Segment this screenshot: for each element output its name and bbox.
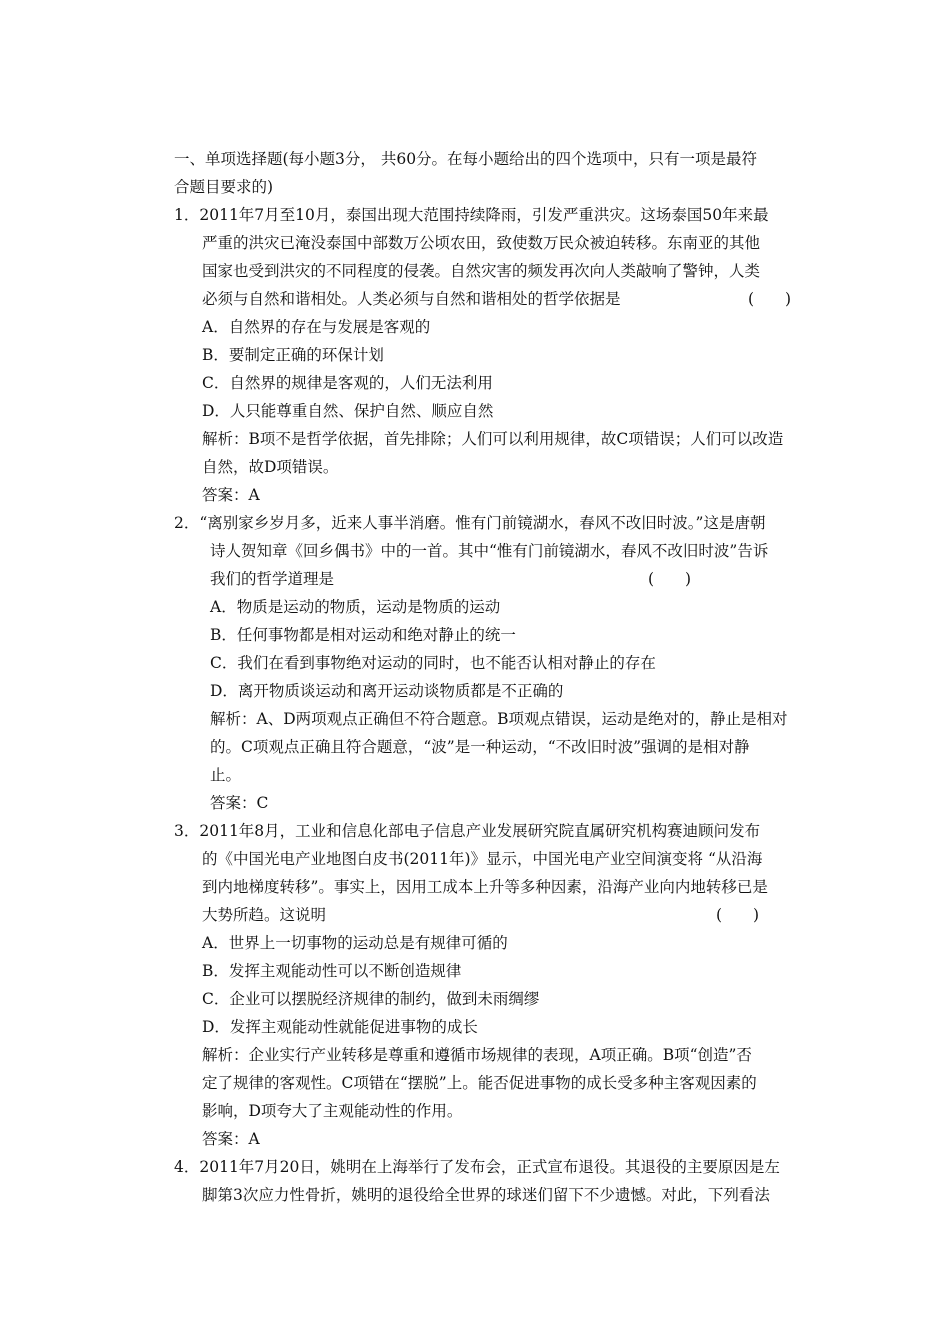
question-1-option-c: C．自然界的规律是客观的，人们无法利用	[202, 374, 493, 392]
question-2-option-d: D．离开物质谈运动和离开运动谈物质都是不正确的	[210, 682, 564, 700]
section-header-line-2: 合题目要求的)	[174, 178, 274, 196]
question-3-analysis-line: 定了规律的客观性。C项错在“摆脱”上。能否促进事物的成长受多种主客观因素的	[202, 1074, 757, 1092]
question-1-stem-line: 严重的洪灾已淹没泰国中部数万公顷农田，致使数万民众被迫转移。东南亚的其他	[202, 234, 761, 252]
question-2-stem-line: 我们的哲学道理是	[210, 570, 335, 588]
question-3-option-b: B．发挥主观能动性可以不断创造规律	[202, 962, 462, 980]
question-3-stem-line: 3．2011年8月，工业和信息化部电子信息产业发展研究院直属研究机构赛迪顾问发布	[174, 822, 761, 840]
question-2-analysis-line: 解析：A、D两项观点正确但不符合题意。B项观点错误，运动是绝对的，静止是相对	[210, 710, 788, 728]
question-3-answer-paren: ( )	[716, 906, 760, 924]
question-3-stem-line: 大势所趋。这说明	[202, 906, 327, 924]
question-1-option-d: D．人只能尊重自然、保护自然、顺应自然	[202, 402, 494, 420]
question-3-answer: 答案：A	[202, 1130, 260, 1148]
question-3-analysis-line: 解析：企业实行产业转移是尊重和遵循市场规律的表现，A项正确。B项“创造”否	[202, 1046, 752, 1064]
question-3-stem-line: 到内地梯度转移”。事实上，因用工成本上升等多种因素，沿海产业向内地转移已是	[202, 878, 768, 896]
question-1-stem-line: 国家也受到洪灾的不同程度的侵袭。自然灾害的频发再次向人类敲响了警钟，人类	[202, 262, 761, 280]
question-2-option-c: C．我们在看到事物绝对运动的同时，也不能否认相对静止的存在	[210, 654, 656, 672]
question-1-stem-line: 必须与自然和谐相处。人类必须与自然和谐相处的哲学依据是	[202, 290, 621, 308]
question-1-stem-line: 1．2011年7月至10月，泰国出现大范围持续降雨，引发严重洪灾。这场泰国50年来最	[174, 206, 769, 224]
question-4-stem-line: 脚第3次应力性骨折，姚明的退役给全世界的球迷们留下不少遗憾。对此，下列看法	[202, 1186, 770, 1204]
question-1-analysis-line: 自然，故D项错误。	[202, 458, 339, 476]
question-2-stem-line: 诗人贺知章《回乡偶书》中的一首。其中“惟有门前镜湖水，春风不改旧时波”告诉	[210, 542, 769, 560]
question-3-analysis-line: 影响，D项夸大了主观能动性的作用。	[202, 1102, 463, 1120]
question-1-option-a: A．自然界的存在与发展是客观的	[202, 318, 431, 336]
question-4-stem-line: 4．2011年7月20日，姚明在上海举行了发布会，正式宣布退役。其退役的主要原因是左	[174, 1158, 780, 1176]
question-2-option-b: B．任何事物都是相对运动和绝对静止的统一	[210, 626, 516, 644]
question-2-stem-line: 2．“离别家乡岁月多，近来人事半消磨。惟有门前镜湖水，春风不改旧时波。”这是唐朝	[174, 514, 766, 532]
section-header-line-1: 一、单项选择题(每小题3分， 共60分。在每小题给出的四个选项中，只有一项是最符	[174, 150, 758, 168]
question-2-analysis-line: 止。	[210, 766, 242, 784]
question-1-answer-paren: ( )	[748, 290, 792, 308]
question-3-stem-line: 的《中国光电产业地图白皮书(2011年)》显示，中国光电产业空间演变将 “从沿海	[202, 850, 763, 868]
question-1-analysis-line: 解析：B项不是哲学依据，首先排除；人们可以利用规律，故C项错误；人们可以改造	[202, 430, 784, 448]
question-3-option-a: A．世界上一切事物的运动总是有规律可循的	[202, 934, 508, 952]
question-3-option-c: C．企业可以摆脱经济规律的制约，做到未雨绸缪	[202, 990, 540, 1008]
question-2-analysis-line: 的。C项观点正确且符合题意，“波”是一种运动，“不改旧时波”强调的是相对静	[210, 738, 750, 756]
question-2-answer-paren: ( )	[648, 570, 692, 588]
question-1-answer: 答案：A	[202, 486, 260, 504]
question-1-option-b: B．要制定正确的环保计划	[202, 346, 384, 364]
question-2-answer: 答案：C	[210, 794, 269, 812]
question-2-option-a: A．物质是运动的物质，运动是物质的运动	[210, 598, 501, 616]
question-3-option-d: D．发挥主观能动性就能促进事物的成长	[202, 1018, 478, 1036]
